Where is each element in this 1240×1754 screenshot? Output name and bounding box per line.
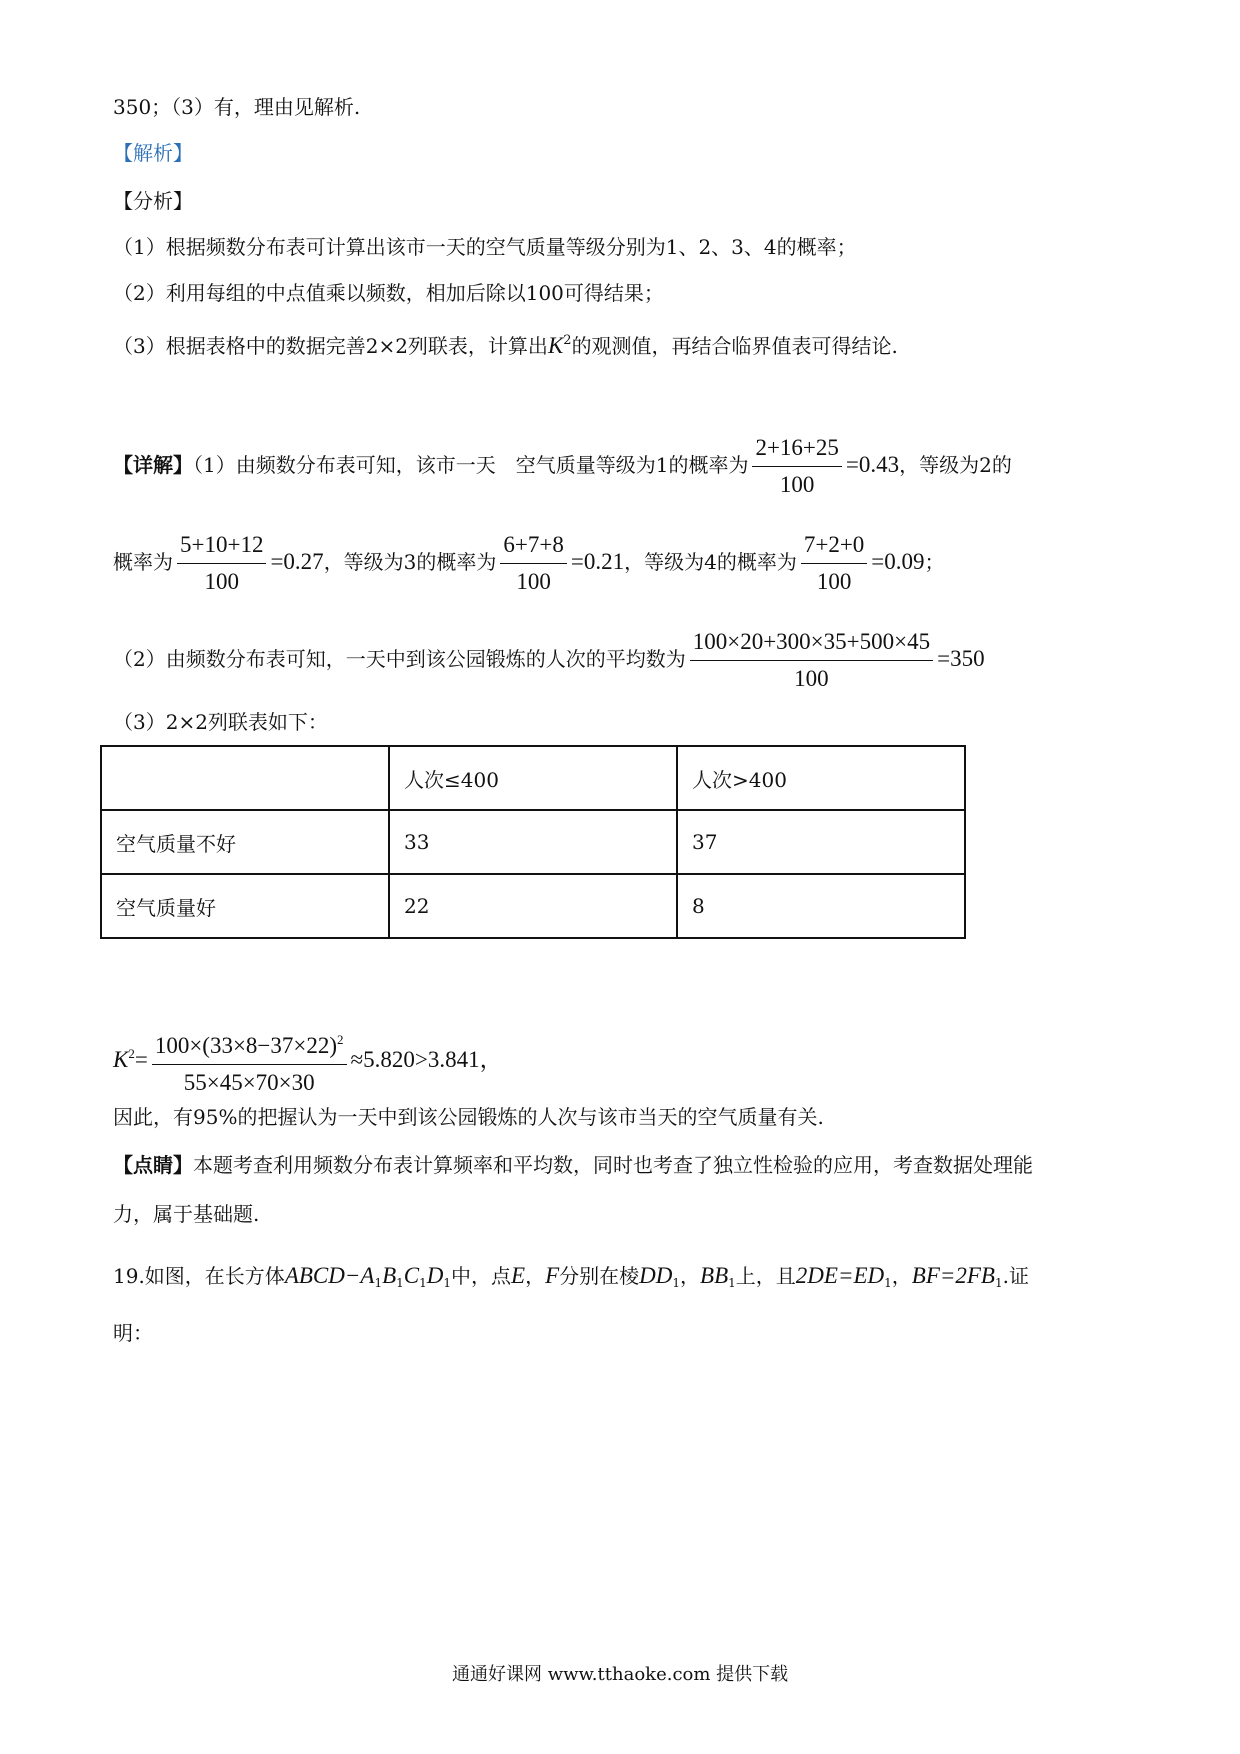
xiangjie-label: 【详解】 bbox=[113, 453, 193, 477]
detail-2-pre: （2）由频数分布表可知，一天中到该公园锻炼的人次的平均数为 bbox=[113, 647, 686, 671]
table-cell: 33 bbox=[389, 810, 677, 874]
analysis-2: （2）利用每组的中点值乘以频数，相加后除以100可得结果； bbox=[113, 281, 664, 305]
subscript: 1 bbox=[884, 1276, 892, 1290]
analysis-3-pre: （3）根据表格中的数据完善2×2列联表，计算出 bbox=[113, 334, 548, 358]
fraction-denominator: 100 bbox=[779, 472, 815, 497]
fraction-denominator: 100 bbox=[516, 569, 551, 594]
q19-text: 中，点 bbox=[451, 1264, 512, 1288]
k-exponent: 2 bbox=[563, 333, 572, 348]
q19-text: 19.如图，在长方体 bbox=[113, 1264, 285, 1288]
fraction-numerator: 7+2+0 bbox=[801, 530, 867, 564]
table-cell: 22 bbox=[389, 874, 677, 938]
q19-math: B bbox=[382, 1263, 397, 1288]
q19-text: .证 bbox=[1002, 1264, 1029, 1288]
q19-text: 上，且 bbox=[735, 1264, 796, 1288]
fraction-numerator: 2+16+25 bbox=[752, 433, 841, 467]
fenxi-label: 【分析】 bbox=[113, 189, 193, 213]
subscript: 1 bbox=[443, 1276, 452, 1290]
dianjing bbox=[113, 1150, 1033, 1180]
jiexi-label: 【解析】 bbox=[113, 141, 193, 165]
table-header-cell: 人次≤400 bbox=[389, 746, 677, 810]
contingency-table bbox=[100, 745, 966, 939]
fraction-denominator: 100 bbox=[794, 666, 829, 691]
page-footer: 通通好课网 www.tthaoke.com 提供下载 bbox=[452, 1664, 789, 1685]
dianjing-line2: 力，属于基础题. bbox=[113, 1202, 260, 1226]
fraction-numerator bbox=[152, 1025, 347, 1065]
k-symbol: K bbox=[547, 333, 564, 358]
q19-math: C bbox=[403, 1263, 420, 1288]
fraction-denominator: 55×45×70×30 bbox=[183, 1070, 315, 1095]
detail-1b-mid2: ，等级为4的概率为 bbox=[624, 550, 797, 574]
subscript: 1 bbox=[728, 1276, 736, 1290]
fraction-result: =0.09 bbox=[871, 549, 925, 574]
detail-1 bbox=[113, 433, 1012, 500]
fraction-level4 bbox=[801, 530, 867, 597]
fraction-result: =350 bbox=[937, 646, 985, 671]
table-row bbox=[101, 874, 965, 938]
fraction-numerator: 5+10+12 bbox=[177, 530, 266, 564]
q19-math: E bbox=[511, 1263, 526, 1288]
fraction-level1 bbox=[752, 433, 841, 500]
detail-1b-post: ； bbox=[924, 550, 945, 574]
fraction-result: =0.21 bbox=[570, 549, 625, 574]
table-header-cell bbox=[101, 746, 389, 810]
q19-math: ABCD−A bbox=[284, 1263, 375, 1288]
fraction-numerator: 100×20+300×35+500×45 bbox=[690, 627, 933, 661]
q19-math: D bbox=[426, 1263, 444, 1288]
subscript: 1 bbox=[396, 1276, 404, 1290]
subscript: 1 bbox=[672, 1276, 681, 1290]
detail-3-intro: （3）2×2列联表如下： bbox=[113, 710, 328, 734]
q19-text: ， bbox=[525, 1264, 546, 1288]
answer-tail: 350；（3）有，理由见解析. bbox=[113, 95, 361, 119]
table-row bbox=[101, 810, 965, 874]
fraction-numerator: 6+7+8 bbox=[500, 530, 566, 564]
detail-1b-pre: 概率为 bbox=[113, 550, 173, 574]
fraction-denominator: 100 bbox=[204, 569, 239, 594]
q19-text: 分别在棱 bbox=[559, 1264, 640, 1288]
k-exponent: 2 bbox=[128, 1045, 135, 1061]
table-header-row bbox=[101, 746, 965, 810]
q19-math: F bbox=[545, 1263, 560, 1288]
k2-formula bbox=[113, 1025, 503, 1098]
subscript: 1 bbox=[419, 1276, 427, 1290]
table-cell: 37 bbox=[677, 810, 965, 874]
fraction-level2 bbox=[177, 530, 266, 597]
k-symbol: K bbox=[113, 1046, 129, 1072]
table-cell: 空气质量好 bbox=[101, 874, 389, 938]
k2-numerator-exponent: 2 bbox=[337, 1032, 344, 1047]
k2-result: ≈5.820>3.841， bbox=[350, 1046, 503, 1072]
q19-math: BF=2FB bbox=[911, 1263, 995, 1288]
fraction-mean bbox=[690, 627, 933, 694]
detail-2 bbox=[113, 627, 985, 694]
q19-math: 2DE=ED bbox=[795, 1263, 885, 1288]
dianjing-label: 【点睛】 bbox=[113, 1153, 193, 1177]
k2-numerator-text: 100×(33×8−37×22) bbox=[154, 1033, 338, 1058]
table-cell: 空气质量不好 bbox=[101, 810, 389, 874]
q19-math: DD bbox=[639, 1263, 673, 1288]
analysis-3 bbox=[113, 326, 898, 361]
q19-text: ， bbox=[680, 1264, 701, 1288]
fraction-result: =0.43 bbox=[845, 452, 900, 477]
q19-math: BB bbox=[700, 1263, 729, 1288]
subscript: 1 bbox=[374, 1276, 383, 1290]
fraction-k2 bbox=[152, 1025, 347, 1098]
analysis-1: （1）根据频数分布表可计算出该市一天的空气质量等级分别为1、2、3、4的概率； bbox=[113, 235, 857, 259]
question-19-line2: 明： bbox=[113, 1321, 153, 1345]
dianjing-text: 本题考查利用频数分布表计算频率和平均数，同时也考查了独立性检验的应用，考查数据处理能 bbox=[193, 1153, 1033, 1177]
fraction-denominator: 100 bbox=[816, 569, 852, 594]
table-header-cell: 人次>400 bbox=[677, 746, 965, 810]
subscript: 1 bbox=[994, 1276, 1003, 1290]
detail-1-post: ，等级为2的 bbox=[899, 453, 1012, 477]
question-19 bbox=[113, 1261, 1029, 1298]
detail-1-pre: （1）由频数分布表可知，该市一天 空气质量等级为1的概率为 bbox=[193, 453, 749, 477]
detail-1b-mid1: ，等级为3的概率为 bbox=[323, 550, 497, 574]
equals-sign: = bbox=[134, 1046, 148, 1072]
detail-1b bbox=[113, 530, 945, 597]
analysis-3-post: 的观测值，再结合临界值表可得结论. bbox=[571, 334, 898, 358]
q19-text: ， bbox=[891, 1264, 912, 1288]
fraction-level3 bbox=[500, 530, 566, 597]
fraction-result: =0.27 bbox=[270, 549, 324, 574]
table-cell: 8 bbox=[677, 874, 965, 938]
conclusion: 因此，有95%的把握认为一天中到该公园锻炼的人次与该市当天的空气质量有关. bbox=[113, 1105, 824, 1129]
